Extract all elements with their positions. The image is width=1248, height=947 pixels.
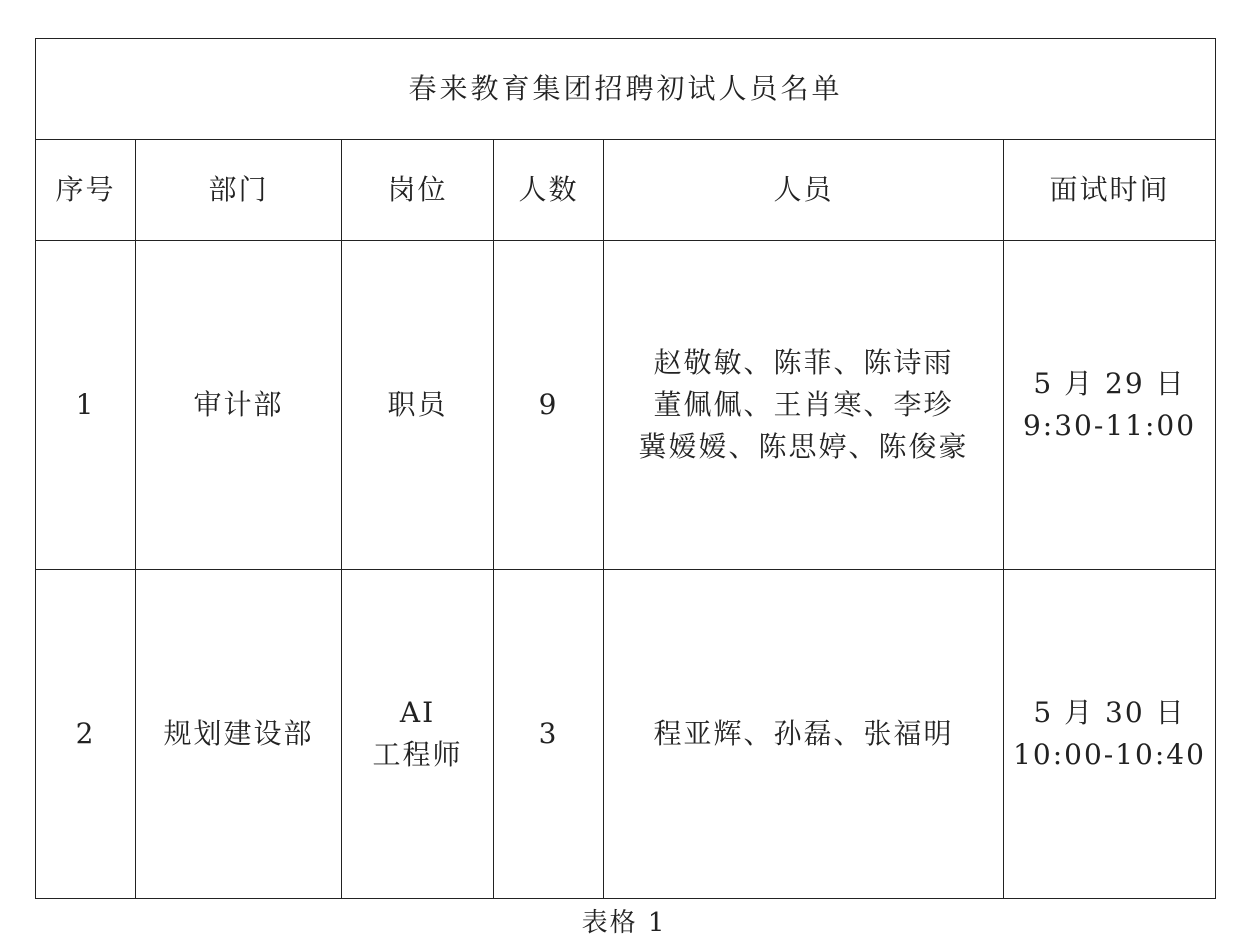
people-line: 赵敬敏、陈菲、陈诗雨 (653, 346, 954, 379)
table-title: 春来教育集团招聘初试人员名单 (36, 39, 1216, 140)
time-range: 10:00-10:40 (1013, 738, 1206, 771)
header-count: 人数 (494, 140, 604, 241)
row-index: 2 (36, 570, 136, 899)
people-line: 程亚辉、孙磊、张福明 (653, 717, 954, 750)
row-people (604, 241, 1004, 570)
header-row (36, 140, 1216, 241)
row-count: 3 (494, 570, 604, 899)
position-line: AI (399, 696, 436, 729)
row-count: 9 (494, 241, 604, 570)
table-row (36, 570, 1216, 899)
row-people (604, 570, 1004, 899)
time-date: 5 月 30 日 (1033, 696, 1186, 729)
row-department: 审计部 (136, 241, 342, 570)
row-index: 1 (36, 241, 136, 570)
row-time (1004, 570, 1216, 899)
header-people: 人员 (604, 140, 1004, 241)
people-line: 冀嫒嫒、陈思婷、陈俊豪 (638, 430, 969, 463)
time-date: 5 月 29 日 (1033, 367, 1186, 400)
row-department: 规划建设部 (136, 570, 342, 899)
position-line: 职员 (387, 388, 448, 421)
header-department: 部门 (136, 140, 342, 241)
people-line: 董佩佩、王肖寒、李珍 (653, 388, 954, 421)
header-index: 序号 (36, 140, 136, 241)
header-position: 岗位 (342, 140, 494, 241)
row-time (1004, 241, 1216, 570)
row-position (342, 241, 494, 570)
title-row (36, 39, 1216, 140)
row-position (342, 570, 494, 899)
table-row (36, 241, 1216, 570)
recruitment-table (35, 38, 1216, 899)
time-range: 9:30-11:00 (1022, 409, 1197, 442)
header-time: 面试时间 (1004, 140, 1216, 241)
table-caption: 表格 1 (581, 908, 667, 938)
position-line: 工程师 (372, 738, 463, 771)
